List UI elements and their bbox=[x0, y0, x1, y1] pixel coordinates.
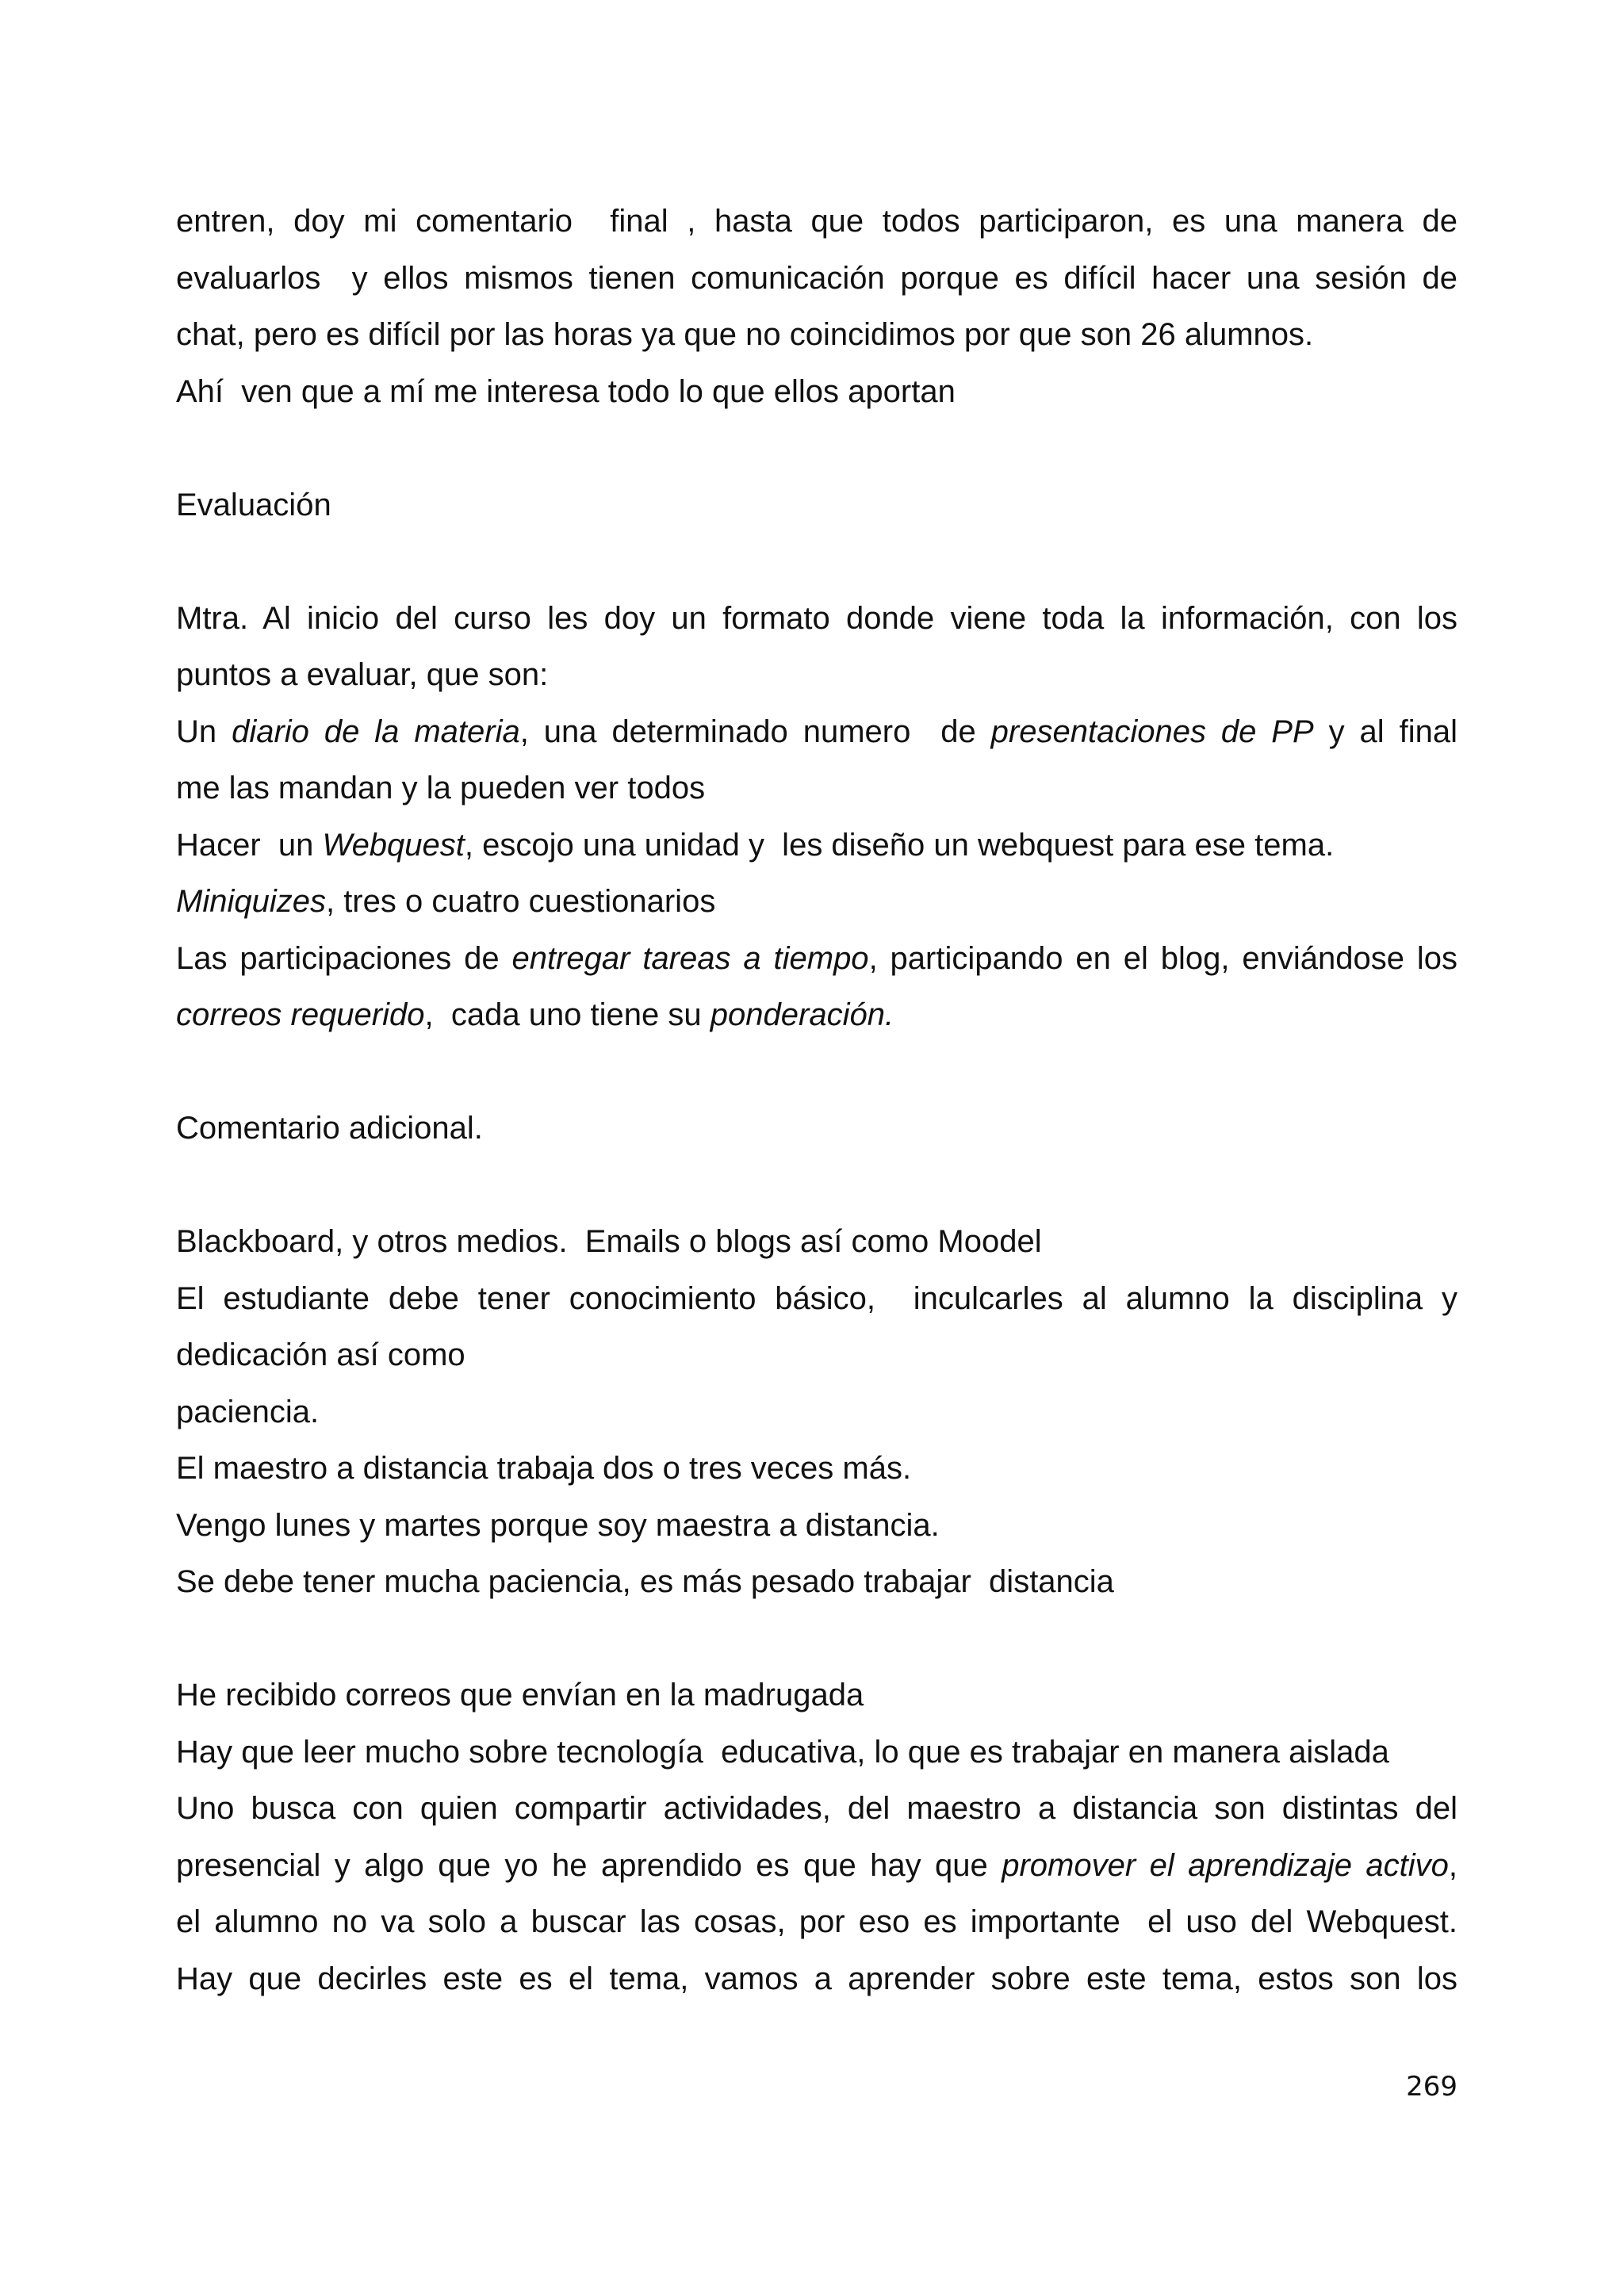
blank-line bbox=[176, 1158, 1457, 1215]
blank-line bbox=[176, 1044, 1457, 1101]
text-line: me las mandan y la pueden ver todos bbox=[176, 771, 706, 806]
text-run: Las participaciones de bbox=[176, 940, 512, 976]
text-line: entren, doy mi comentario final , hasta que todos participaron, es una manera de bbox=[176, 204, 1457, 239]
text-line bbox=[176, 817, 1457, 874]
italic-term: Webquest bbox=[322, 827, 465, 863]
section-heading-comentario: Comentario adicional. bbox=[176, 1111, 483, 1146]
italic-term: promover el aprendizaje activo bbox=[1002, 1847, 1449, 1883]
italic-term: diario de la materia bbox=[232, 714, 520, 749]
text-run: presencial y algo que yo he aprendido es que hay que bbox=[176, 1847, 1002, 1883]
italic-term: ponderación. bbox=[710, 997, 894, 1032]
italic-term: correos requerido bbox=[176, 997, 425, 1032]
text-run: , participando en el blog, enviándose los bbox=[868, 940, 1458, 976]
italic-term: presentaciones de PP bbox=[990, 714, 1314, 749]
text-line bbox=[176, 704, 1457, 761]
italic-term: entregar tareas a tiempo bbox=[511, 940, 869, 976]
page-number: 269 bbox=[1406, 2071, 1457, 2103]
text-line bbox=[176, 987, 1457, 1044]
text-line: el alumno no va solo a buscar las cosas, por eso es importante el uso del Webquest. bbox=[176, 1904, 1457, 1939]
text-line bbox=[176, 1838, 1457, 1895]
text-line: Hay que decirles este es el tema, vamos a aprender sobre este tema, estos son los bbox=[176, 1961, 1457, 1996]
text-run: Un bbox=[176, 714, 232, 749]
text-line: dedicación así como bbox=[176, 1337, 465, 1372]
blank-line bbox=[176, 534, 1457, 591]
text-line: Se debe tener mucha paciencia, es más pesado trabajar distancia bbox=[176, 1564, 1114, 1599]
section-heading-evaluacion: Evaluación bbox=[176, 487, 331, 522]
text-line: Hay que leer mucho sobre tecnología educativa, lo que es trabajar en manera aislada bbox=[176, 1734, 1389, 1770]
text-line: chat, pero es difícil por las horas ya que no coincidimos por que son 26 alumnos. bbox=[176, 317, 1314, 352]
text-line: evaluarlos y ellos mismos tienen comunicación porque es difícil hacer una sesión de bbox=[176, 260, 1457, 296]
text-line: El maestro a distancia trabaja dos o tres veces más. bbox=[176, 1451, 912, 1486]
text-line: puntos a evaluar, que son: bbox=[176, 657, 549, 692]
text-run: , cada uno tiene su bbox=[424, 997, 710, 1032]
text-line: Blackboard, y otros medios. Emails o blogs así como Moodel bbox=[176, 1224, 1042, 1259]
text-line: El estudiante debe tener conocimiento básico, inculcarles al alumno la disciplina y bbox=[176, 1280, 1457, 1316]
blank-line bbox=[176, 1611, 1457, 1668]
text-line bbox=[176, 874, 1457, 931]
text-line: Mtra. Al inicio del curso les doy un formato donde viene toda la información, con los bbox=[176, 600, 1457, 636]
text-line: Uno busca con quien compartir actividades, del maestro a distancia son distintas del bbox=[176, 1791, 1457, 1826]
text-run: , bbox=[1448, 1847, 1457, 1883]
text-run: , tres o cuatro cuestionarios bbox=[325, 884, 716, 919]
text-run: Hacer un bbox=[176, 827, 323, 863]
text-run: , una determinado numero de bbox=[519, 714, 991, 749]
text-run: , escojo una unidad y les diseño un webquest para ese tema. bbox=[464, 827, 1335, 863]
blank-line bbox=[176, 420, 1457, 477]
text-line: He recibido correos que envían en la madrugada bbox=[176, 1678, 864, 1712]
text-line: paciencia. bbox=[176, 1394, 320, 1429]
text-run: y al final bbox=[1313, 714, 1457, 749]
text-line: Ahí ven que a mí me interesa todo lo que ellos aportan bbox=[176, 373, 956, 409]
text-line: Vengo lunes y martes porque soy maestra a distancia. bbox=[176, 1507, 940, 1543]
italic-term: Miniquizes bbox=[176, 884, 326, 919]
body-text bbox=[176, 193, 1457, 2007]
text-line bbox=[176, 931, 1457, 988]
